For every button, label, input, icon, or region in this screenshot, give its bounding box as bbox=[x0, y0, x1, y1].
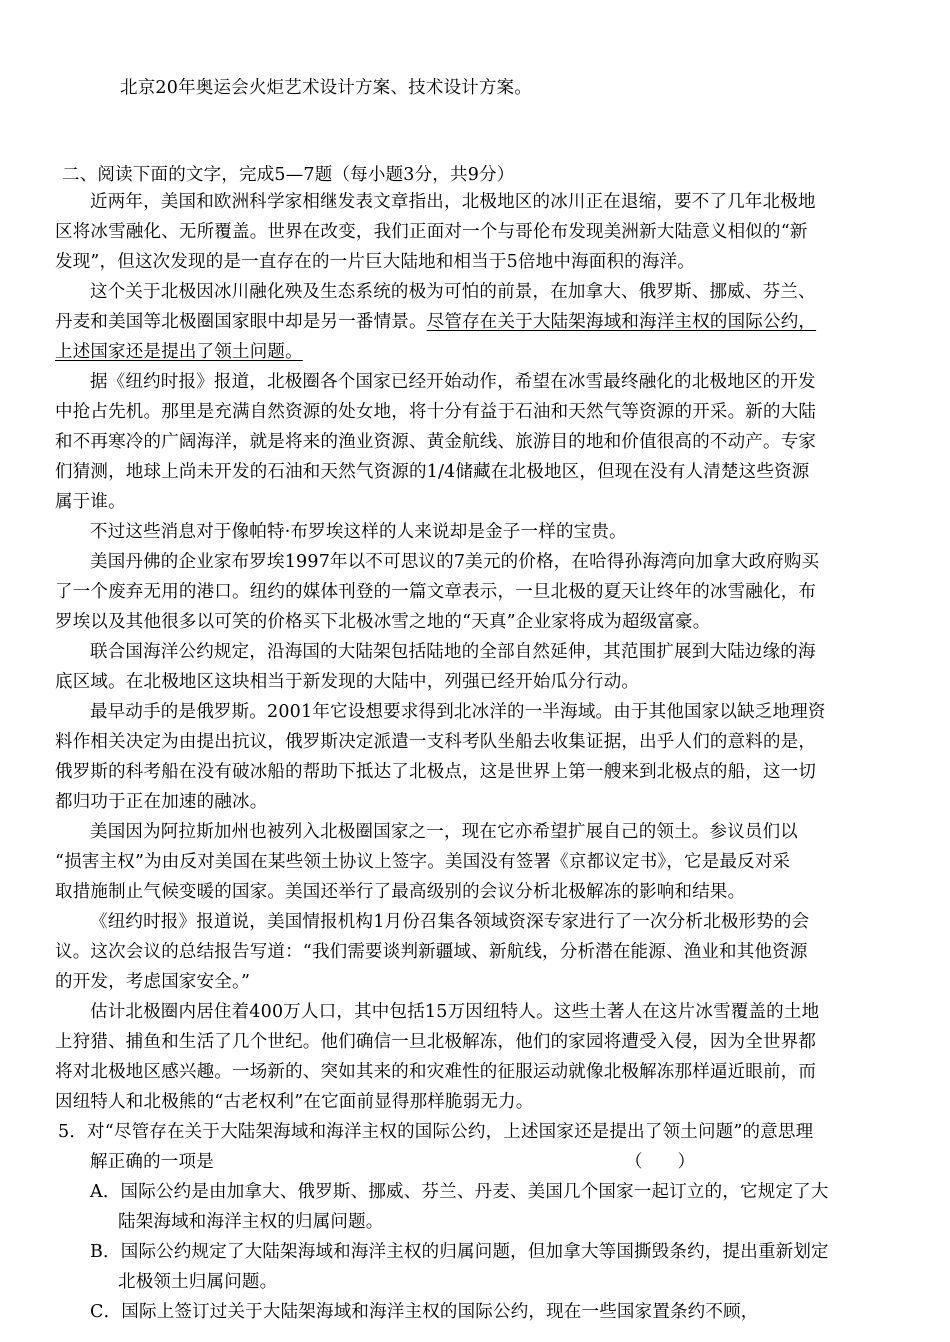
paragraph-line: 的开发，考虑国家安全。” bbox=[55, 972, 251, 992]
paragraph-line: 罗埃以及其他很多以可笑的价格买下北极冰雪之地的“天真”企业家将成为超级富豪。 bbox=[55, 612, 711, 632]
paragraph-line: 估计北极圈内居住着400万人口，其中包括15万因纽特人。这些土著人在这片冰雪覆盖的土地 bbox=[90, 1002, 820, 1022]
paragraph-line: 料作相关决定为由提出抗议，俄罗斯决定派遣一支科考队坐船去收集证据，出乎人们的意料的是， bbox=[55, 732, 817, 752]
paragraph-line: 近两年，美国和欧洲科学家相继发表文章指出，北极地区的冰川正在退缩，要不了几年北极地 bbox=[90, 192, 816, 212]
question-stem: 5．对“尽管存在关于大陆架海域和海洋主权的国际公约，上述国家还是提出了领土问题”的意思理 bbox=[58, 1122, 814, 1142]
paragraph-line: 们猜测，地球上尚未开发的石油和天然气资源的1/4储藏在北极地区，但现在没有人清楚这些资源 bbox=[55, 462, 810, 482]
question-stem: 解正确的一项是 bbox=[90, 1152, 214, 1172]
option-b-continuation: 北极领土归属问题。 bbox=[118, 1272, 278, 1292]
paragraph-line: 底区域。在北极地区这块相当于新发现的大陆中，列强已经开始瓜分行动。 bbox=[55, 672, 640, 692]
paragraph-line: 联合国海洋公约规定，沿海国的大陆架包括陆地的全部自然延伸，其范围扩展到大陆边缘的海 bbox=[90, 642, 816, 662]
answer-blank: （ ） bbox=[625, 1152, 695, 1172]
paragraph-line: 区将冰雪融化、无所覆盖。世界在改变，我们正面对一个与哥伦布发现美洲新大陆意义相似的“新 bbox=[55, 222, 808, 242]
paragraph-line: 不过这些消息对于像帕特·布罗埃这样的人来说却是金子一样的宝贵。 bbox=[90, 522, 627, 542]
paragraph-line: 因纽特人和北极熊的“古老权利”在它面前显得那样脆弱无力。 bbox=[55, 1092, 534, 1112]
paragraph-line: “损害主权”为由反对美国在某些领土协议上签字。美国没有签署《京都议定书》，它是最反对采 bbox=[55, 852, 791, 872]
paragraph-line: 取措施制止气候变暖的国家。美国还举行了最高级别的会议分析北极解冻的影响和结果。 bbox=[55, 882, 746, 902]
paragraph-line: 美国丹佛的企业家布罗埃1997年以不可思议的7美元的价格，在哈得孙海湾向加拿大政府购买 bbox=[90, 552, 820, 572]
paragraph-line: 俄罗斯的科考船在没有破冰船的帮助下抵达了北极点，这是世界上第一艘来到北极点的船，这一切 bbox=[55, 762, 817, 782]
paragraph-line: 这个关于北极因冰川融化殃及生态系统的极为可怕的前景，在加拿大、俄罗斯、挪威、芬兰、 bbox=[90, 282, 816, 302]
paragraph-line: 都归功于正在加速的融冰。 bbox=[55, 792, 268, 812]
paragraph-line: 发现”，但这次发现的是一直存在的一片巨大陆地和相当于5倍地中海面积的海洋。 bbox=[55, 252, 695, 272]
paragraph-line bbox=[55, 310, 816, 334]
paragraph-line: 中抢占先机。那里是充满自然资源的处女地，将十分有益于石油和天然气等资源的开采。新的大陆 bbox=[55, 402, 817, 422]
option-b: B．国际公约规定了大陆架海域和海洋主权的归属问题，但加拿大等国撕毁条约，提出重新划定 bbox=[90, 1242, 829, 1262]
paragraph-line: 据《纽约时报》报道，北极圈各个国家已经开始动作，希望在冰雪最终融化的北极地区的开发 bbox=[90, 372, 816, 392]
paragraph-line: 和不再寒冷的广阔海洋，就是将来的渔业资源、黄金航线、旅游目的地和价值很高的不动产。专家 bbox=[55, 432, 817, 452]
paragraph-line: 属于谁。 bbox=[55, 492, 126, 512]
paragraph-line: 美国因为阿拉斯加州也被列入北极圈国家之一，现在它亦希望扩展自己的领土。参议员们以 bbox=[90, 822, 798, 842]
paragraph-line: 将对北极地区感兴趣。一场新的、突如其来的和灾难性的征服运动就像北极解冻那样逼近眼前，而 bbox=[55, 1062, 817, 1082]
option-a-continuation: 陆架海域和海洋主权的归属问题。 bbox=[118, 1212, 384, 1232]
plain-text: 丹麦和美国等北极圈国家眼中却是另一番情景。 bbox=[55, 312, 427, 332]
paragraph-line: 议。这次会议的总结报告写道：“我们需要谈判新疆域、新航线，分析潜在能源、渔业和其他资源 bbox=[55, 942, 808, 962]
option-c: C．国际上签订过关于大陆架海域和海洋主权的国际公约，现在一些国家置条约不顾， bbox=[90, 1302, 759, 1322]
top-line: 北京20年奥运会火炬艺术设计方案、技术设计方案。 bbox=[120, 78, 533, 98]
paragraph-line: 上狩猎、捕鱼和生活了几个世纪。他们确信一旦北极解冻，他们的家园将遭受入侵，因为全世界都 bbox=[55, 1032, 817, 1052]
underlined-sentence: 上述国家还是提出了领土问题。 bbox=[55, 342, 303, 362]
paragraph-line: 最早动手的是俄罗斯。2001年它设想要求得到北冰洋的一半海域。由于其他国家以缺乏地理资 bbox=[90, 702, 826, 722]
underlined-sentence: 尽管存在关于大陆架海域和海洋主权的国际公约， bbox=[426, 312, 817, 332]
paragraph-line: 了一个废弃无用的港口。纽约的媒体刊登的一篇文章表示，一旦北极的夏天让终年的冰雪融化，布 bbox=[55, 582, 817, 602]
option-a: A．国际公约是由加拿大、俄罗斯、挪威、芬兰、丹麦、美国几个国家一起订立的，它规定了大 bbox=[90, 1182, 829, 1202]
section-heading: 二、阅读下面的文字，完成5—7题（每小题3分，共9分） bbox=[62, 165, 515, 185]
paragraph-line: 《纽约时报》报道说，美国情报机构1月份召集各领域资深专家进行了一次分析北极形势的会 bbox=[90, 912, 810, 932]
